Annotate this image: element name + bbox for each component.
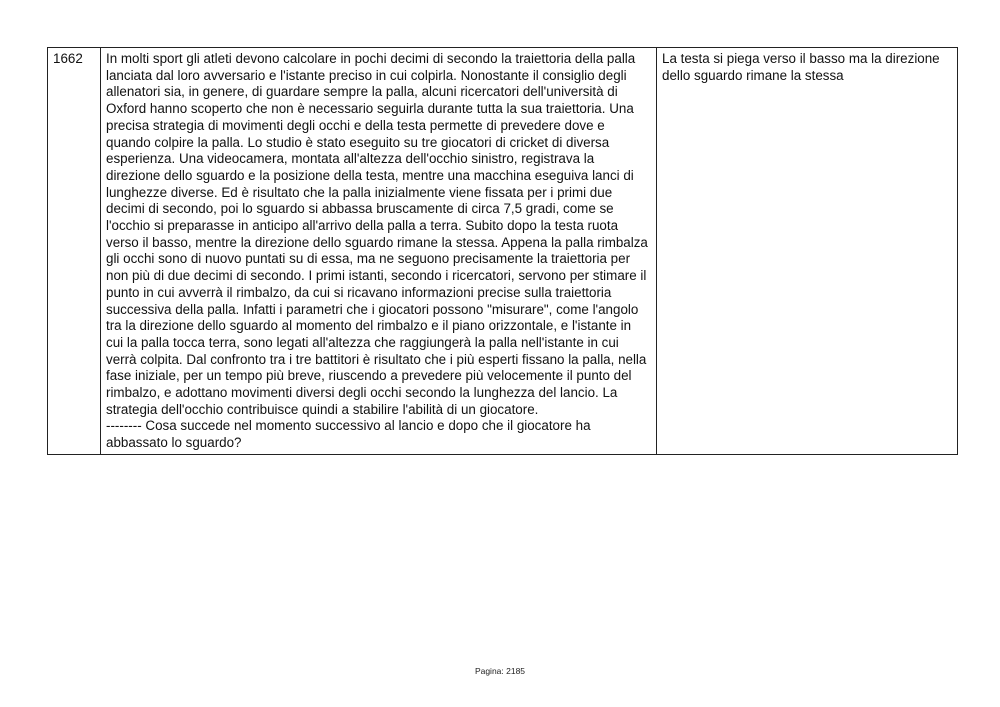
record-id: 1662 [53,51,83,66]
record-id-cell [48,48,101,455]
question-text: -------- Cosa succede nel momento successivo al lancio e dopo che il giocatore ha abbassato lo sguardo? [106,418,591,451]
record-table [47,47,958,455]
passage-text: In molti sport gli atleti devono calcolare in pochi decimi di secondo la traiettoria della palla lanciata dal loro avversario e l'istante preciso in cui colpirla. Nonostante il consiglio degli allenatori sia, in genere, di guardare sempre la palla, alcuni ricercatori dell'università di Oxford hanno scoperto che non è necessario seguirla durante tutta la sua traiettoria. Una precisa strategia di movimenti degli occhi e della testa permette di prevedere dove e quando colpire la palla. Lo studio è stato eseguito su tre giocatori di cricket di diversa esperienza. Una videocamera, montata all'altezza dell'occhio sinistro, registrava la direzione dello sguardo e la posizione della testa, mentre una macchina eseguiva lanci di lunghezze diverse. Ed è risultato che la palla inizialmente viene fissata per i primi due decimi di secondo, poi lo sguardo si abbassa bruscamente di circa 7,5 gradi, come se l'occhio si preparasse in anticipo all'arrivo della palla a terra. Subito dopo la testa ruota verso il basso, mentre la direzione dello sguardo rimane la stessa. Appena la palla rimbalza gli occhi sono di nuovo puntati su di essa, ma ne seguono precisamente la traiettoria per non più di due decimi di secondo. I primi istanti, secondo i ricercatori, servono per stimare il punto in cui avverrà il rimbalzo, da cui si ricavano informazioni precise sulla traiettoria successiva della palla. Infatti i parametri che i giocatori possono "misurare", come l'angolo tra la direzione dello sguardo al momento del rimbalzo e il piano orizzontale, e l'istante in cui la palla tocca terra, sono legati all'altezza che raggiungerà la palla nell'istante in cui verrà colpita. Dal confronto tra i tre battitori è risultato che i più esperti fissano la palla, nella fase iniziale, per un tempo più breve, riuscendo a prevedere più velocemente il punto del rimbalzo, e adottano movimenti diversi degli occhi secondo la lunghezza del lancio. La strategia dell'occhio contribuisce quindi a stabilire l'abilità di un giocatore. [106,51,648,417]
answer-text: La testa si piega verso il basso ma la direzione dello sguardo rimane la stessa [662,51,940,83]
page-number: Pagina: 2185 [474,666,526,676]
record-answer-cell [657,48,958,455]
record-text-cell [101,48,657,455]
page-footer [0,666,1000,676]
table-row [48,48,958,455]
